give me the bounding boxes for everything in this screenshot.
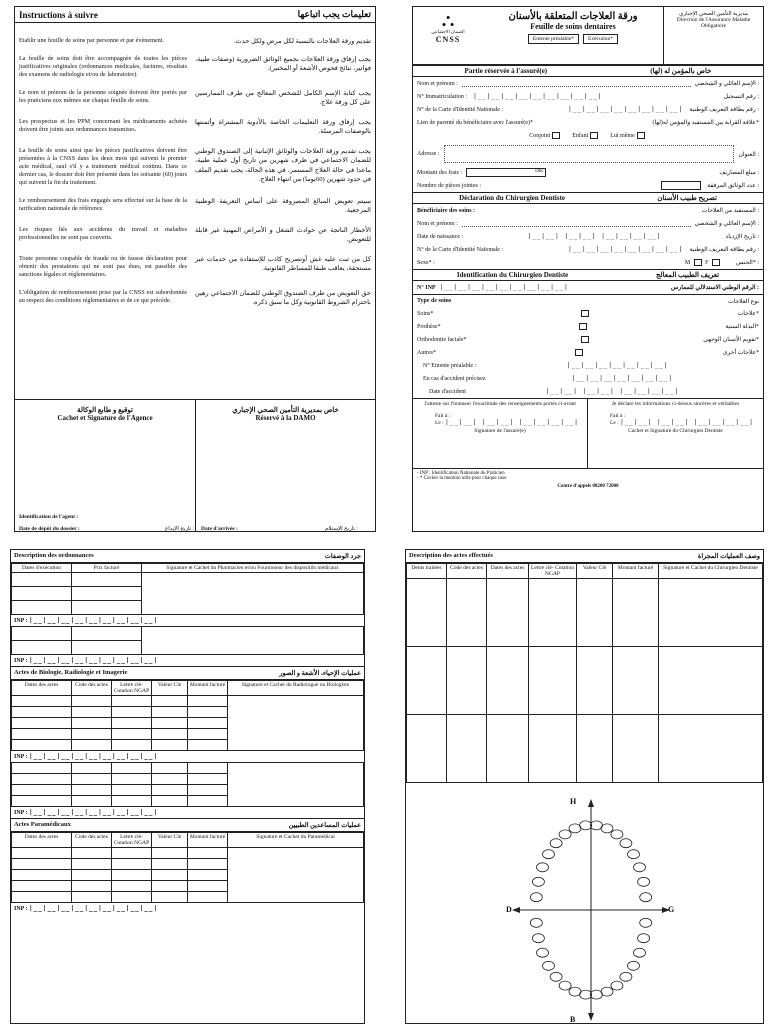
male-checkbox[interactable] [694,259,702,266]
beneficiary-cin-field[interactable]: N° de la Carte d'Identité Nationale : |__|__|__|__|__|__|__|__| رقم بطاقة التعريف الوطنية : [417,246,759,253]
autres-checkbox[interactable] [575,349,583,356]
cnss-logo-icon: ⛬ [441,10,455,30]
tooth-icon[interactable] [559,830,571,839]
letter-b: B [570,1015,576,1024]
tooth-icon[interactable] [638,877,650,886]
footer-call-center: Centre d'appels 08200 72000 [557,484,619,489]
tooth-icon[interactable] [550,972,562,981]
logo-subtitle: الضمان الاجتماعي [431,29,465,34]
instructions-header [15,7,375,23]
dentist-signature-label: Cachet et Signature du Chirurgien Dentiste [628,428,723,434]
address-field[interactable] [413,142,763,166]
sex-label-ar: الجنس* : [736,260,759,266]
orthodontie-checkbox[interactable] [581,336,589,343]
ordonnances-title-fr: Description des ordonnances [14,552,94,559]
immatriculation-label-ar: رقم التسجيل : [723,94,759,100]
tooth-icon[interactable] [590,821,602,830]
tooth-icon[interactable] [611,981,623,990]
tooth-icon[interactable] [580,990,592,999]
instruction-fr: L'obligation de remboursement prise par la CNSS est subordonnée au respect des conditions réglementaires et de ce qui précède. [19,288,187,304]
paramedical-title-ar: عمليات المساعدين الطبيين [288,822,361,829]
instruction-fr: Les prospectus et les PPM concernant les médicaments achetés doivent être joints aux ordonnances transmises. [19,117,187,133]
inp-field[interactable]: N° INP |__|__|__|__|__|__|__|__|__| الرقم الوطني الاستدلالي للممارس : [417,284,759,291]
declaration-title-ar: تصريح طبيب الأسنان [657,194,717,202]
letter-d: D [506,905,512,914]
beneficiary-name-label: Nom et prénom : [417,220,458,227]
insured-signature-label: Signature de l'assuré(e) [474,428,526,434]
tooth-icon[interactable] [543,850,555,859]
actes-title-ar: وصف العمليات المجراة [697,553,760,560]
paramedical-title-fr: Actes Paramédicaux [14,821,71,828]
tooth-icon[interactable] [601,824,613,833]
tooth-icon[interactable] [543,961,555,970]
amount-label-ar: مبلغ المصاريف : [719,170,759,176]
tooth-icon[interactable] [638,934,650,943]
agency-signature-area [15,399,375,531]
identification-title-fr: Identification du Chirurgien Dentiste [456,271,569,279]
col-signature-pharmacien: Signature et Cachet du Pharmacien et/ou Fournisseur des dispositifs médicaux [142,564,364,573]
tooth-icon[interactable] [590,990,602,999]
immatriculation-label: N° Immatriculation : [417,93,468,100]
birthdate-label-ar: تاريخ الإزدياد : [725,234,759,240]
dental-care-form [412,6,764,532]
tooth-icon[interactable] [569,987,581,996]
birthdate-label: Date de naissance : [417,233,464,240]
inp-label-ar: الرقم الوطني الاستدلالي للممارس : [671,285,759,291]
tooth-icon[interactable] [640,918,652,927]
form-footer [413,468,763,491]
ordonnances-title-ar: جرد الوصفات [324,553,361,560]
instruction-fr: Le nom et prénom de la personne soignée doivent être portés par les praticiens eux mêmes sur chaque feuille de soins. [19,88,187,104]
sex-field: Sexe* : M F الجنس* : [417,259,759,266]
beneficiary-cin-label-ar: رقم بطاقة التعريف الوطنية : [689,247,759,253]
arrival-date-label-ar: تاريخ الإستلام : [325,526,358,532]
instruction-item [15,226,375,245]
instructions-title-ar: تعليمات يجب اتباعها [297,9,371,19]
letter-g: G [668,905,675,914]
insured-title-fr: Partie réservée à l'assuré(e) [464,67,548,75]
entente-label: N° Entente préalable : [423,362,477,369]
tooth-icon[interactable] [537,863,549,872]
amount-label: Montant des frais : [417,169,463,176]
lui-meme-checkbox[interactable] [637,132,645,139]
form-header [413,7,763,65]
insured-date: Le : |__|__| |__|__| |__|__|__|__| [435,419,579,426]
accident-date-field[interactable]: Date d'accident |__|__| |__|__| |__|__|__|__| [413,385,763,398]
dentist-identification-header [413,269,763,281]
lui-meme-option[interactable]: Lui même [610,132,647,139]
tooth-icon[interactable] [537,948,549,957]
instruction-item [15,37,375,47]
tooth-icon[interactable] [620,839,632,848]
tooth-icon[interactable] [640,893,652,902]
instruction-item [15,89,375,108]
biologie-title-ar: عمليات الإحياء، الأشعة و الصور [279,670,361,677]
tooth-icon[interactable] [601,987,613,996]
biologie-table: Dates des actes Code des actes Lettre clé- Cotation NGAP Valeur Clé Montant facturé Signature et Cachet du Radiologue ou Biologiste [11,680,364,751]
odontogram[interactable] [506,795,676,1024]
declare-text: Je déclare les informations ci-dessus sincères et véritables [611,401,740,407]
type-soins-label-ar: نوع العلاجات [727,298,759,305]
beneficiary-label: Bénéficiaire des soins : [417,207,476,214]
dentist-declaration-header [413,192,763,204]
actes-title-fr: Description des actes effectués [409,552,493,559]
inp-row[interactable]: INP : |__|__|__|__|__|__|__|__|__| [14,905,159,912]
immatriculation-field[interactable]: N° Immatriculation : |__|__|__|__|__|__|__|__|__| رقم التسجيل : [417,93,759,100]
direction-ar: مديرية التأمين الصحي الإجباري [679,11,748,17]
address-label-ar: العنوان : [738,151,759,158]
name-label: Nom et prénom : [417,80,458,87]
col-date-execution: Dates d'exécution [12,564,72,573]
conjoint-option[interactable]: Conjoint [529,132,562,139]
sex-label: Sexe* : [417,259,435,266]
instruction-ar: سيتم تعويض المبالغ المصروفة على أساس التعريفة الوطنية المرجعية. [195,197,371,214]
identification-title-ar: تعريف الطبيب المعالج [656,271,720,279]
orthodontie-option[interactable]: Orthodontie faciale* تقويم الأسنان الوجهي* [417,336,759,343]
tooth-icon[interactable] [634,863,646,872]
tooth-icon[interactable] [620,972,632,981]
amount-field[interactable] [413,166,763,179]
inp-label: N° INP [417,284,436,291]
actes-header [406,550,763,563]
cin-label: N° de la Carte d'Identité Nationale : [417,106,504,113]
instruction-item [15,197,375,216]
pieces-label: Nombre de pièces jointes : [417,182,481,189]
direction-label [663,7,763,64]
paramedical-header [11,818,364,832]
soins-checkbox[interactable] [581,310,589,317]
instruction-fr: La feuille de soins ainsi que les pièces justificatives doivent être présentées à la CNSS dans les deux mois qui suivent le premier acte médical, sauf s'il y a traitement médical continu. Dans ce dernier cas, le dossier doit être présenté dans les soixante (60) jours qui suivent la fin du traitement. [19,146,187,186]
instruction-fr: Etablir une feuille de soins par personne et par évènement. [19,37,165,44]
agency-box[interactable] [15,400,195,531]
prothese-checkbox[interactable] [579,323,587,330]
prothese-option[interactable]: Prothèse* البدلة السنية* [417,323,759,330]
damo-label-fr: Réservé à la DAMO [255,414,316,422]
amount-input[interactable]: Dhs [466,168,546,177]
actes-table: Dents traitées Code des actes Dates des actes Lettre clé- Cotation NGAP Valeur Clé Montant facturé Signature et Cachet du Chirurgien Dentiste [406,563,763,783]
pieces-field[interactable] [413,179,763,192]
type-soins-label: Type de soins [417,298,452,304]
instructions-title-fr: Instructions à suivre [19,9,98,20]
agent-id-label: Identification de l'agent : [19,514,79,520]
name-label-ar: الإسم العائلي و الشخصي : [694,81,759,87]
name-field[interactable] [413,77,763,90]
beneficiary-field [413,204,763,217]
dentist-signature-box[interactable] [588,399,763,468]
cin-field[interactable]: N° de la Carte d'Identité Nationale : |__|__|__|__|__|__|__|__| رقم بطاقة التعريف الوطنية : [417,106,759,113]
tooth-icon[interactable] [628,850,640,859]
execution-checkbox[interactable]: Exécution* [583,34,618,44]
accident-label: En cas d'accident précisez [423,375,486,382]
arrival-date-label: Date d'arrivée : [201,526,238,532]
instruction-item [15,147,375,187]
conjoint-checkbox[interactable] [552,132,560,139]
form-title [483,7,663,64]
signature-row [413,398,763,468]
accident-date-label: Date d'accident [429,388,466,395]
birthdate-field[interactable]: Date de naissance : |__|__| |__|__| |__|__|__|__| تاريخ الإزدياد : [417,233,759,240]
instruction-ar: يجب تقديم ورقة العلاجات والوثائق الإثباتية إلى الصندوق الوطني للضمان الاجتماعي في ظرف شهرين من تاريخ أول عملية طبية، ماعدا في حالة العلاج المستمر، في هذه الحالة، يجب تقديم الملف في حدود شهرين (60يوما) من انتهاء العلاج. [195,147,371,183]
tooth-icon[interactable] [628,961,640,970]
honneur-text: J'atteste sur l'honneur l'exactitude des renseignements portés ci-avant [424,401,576,407]
beneficiary-name-field[interactable] [413,217,763,230]
insured-title-ar: خاص بالمؤمن له (لها) [650,67,712,75]
instruction-fr: Toute personne coupable de fraude ou de fausse déclaration pour obtenir des prestations qui ne sont pas dues, est passible des sanctions légales et réglementaires. [19,254,187,278]
soins-option[interactable]: Soins* علاجات* [417,310,759,317]
instruction-ar: الأخطار الناتجة عن حوادث الشغل و الأمراض المهنية غير قابلة للتعويض. [195,226,371,243]
logo-text: CNSS [435,35,461,44]
inp-row[interactable]: INP : |__|__|__|__|__|__|__|__|__| [14,657,159,664]
instruction-item [15,255,375,279]
form-title-fr: Feuille de soins dentaires [530,22,616,31]
instruction-ar: يجب إرفاق ورقة التعليمات الخاصة بالأدوية المشتراة وأثمنتها بالوصفات المرسلة. [195,118,371,135]
instruction-ar: كل من ثبت عليه غش أوتصريح كاذب للإستفادة من خدمات غير مستحقة، يعاقب طبقا للمساطر القانونية. [195,255,371,272]
agency-label-fr: Cachet et Signature de l'Agence [57,414,153,422]
tooth-icon[interactable] [532,877,544,886]
biologie-title-fr: Actes de Biologie, Radiologie et Imagerie [14,669,128,676]
direction-fr: Direction de l'Assurance Maladie Obligatoire [676,17,751,29]
entente-number-field[interactable]: N° Entente préalable : |__|__|__|__|__|__|__| [413,359,763,372]
beneficiary-name-label-ar: الإسم العائلي و الشخصي : [694,221,759,227]
depot-date-label: Date de dépôt du dossier : [19,526,80,532]
accident-field[interactable]: En cas d'accident précisez |__|__|__|__|__|__|__| [413,372,763,385]
ordonnances-table-2 [11,626,364,655]
instruction-ar: حق التعويض من طرف الصندوق الوطني للضمان الاجتماعي رهين باحترام الشروط القانونية وكل ما سبق ذكره. [195,289,371,306]
instruction-item [15,289,375,308]
tooth-icon[interactable] [559,981,571,990]
actes-panel [405,549,764,1024]
depot-date-label-ar: تاريخ الإيداع : [165,526,195,532]
parente-label-ar: علاقة القرابة بين المستفيد والمؤمن له(لها)* [652,120,759,126]
instruction-item [15,55,375,79]
beneficiary-cin-label: N° de la Carte d'Identité Nationale : [417,246,504,253]
fait-a-label-dentist: Fait à : [610,413,626,419]
insured-section-header [413,65,763,77]
cnss-logo [413,7,483,64]
tooth-icon[interactable] [580,821,592,830]
pieces-input[interactable] [661,181,701,190]
tooth-icon[interactable] [569,824,581,833]
entente-checkbox[interactable]: Entente préalable* [528,34,579,44]
tooth-icon[interactable] [530,918,542,927]
tooth-icon[interactable] [530,893,542,902]
autres-option[interactable]: Autres* علاجات أخرى* [417,349,759,356]
parente-field [413,116,763,129]
biologie-table-2 [11,762,364,807]
damo-label-ar: خاص بمديرية التأمين الصحي الإجباري [232,406,339,414]
dentist-date: Le : |__|__| |__|__| |__|__|__|__| [610,419,754,426]
tooth-icon[interactable] [532,934,544,943]
footer-inp-note: - INP : Identification Nationale du Praticien [417,471,505,476]
declaration-title-fr: Déclaration du Chirurgien Dentiste [459,194,566,202]
instruction-fr: Le remboursement des frais engagés sera effectué sur la base de la tarification nationale de référence. [19,196,187,212]
instruction-ar: يجب كتابة الإسم الكامل للشخص المعالج من طرف الممارسين على كل ورقة علاج. [195,89,371,106]
form-title-ar: ورقة العلاجات المتعلقة بالأسنان [508,11,638,22]
agency-label-ar: توقيع و طابع الوكالة [77,406,133,414]
inp-row[interactable]: INP : |__|__|__|__|__|__|__|__|__| [14,617,159,624]
tooth-icon[interactable] [634,948,646,957]
cin-label-ar: رقم بطاقة التعريف الوطنية : [689,107,759,113]
instructions-panel [14,6,376,532]
instruction-fr: Les risques liés aux accidents du travail et maladies professionnelles ne sont pas couverts. [19,225,187,241]
parente-label: Lien de parenté du bénéficiaire avec l'assuré(e)* [417,119,534,126]
enfant-checkbox[interactable] [590,132,598,139]
inp-row[interactable]: INP : |__|__|__|__|__|__|__|__|__| [14,809,159,816]
type-soins-header [413,294,763,307]
biologie-header [11,666,364,680]
inp-row[interactable]: INP : |__|__|__|__|__|__|__|__|__| [14,753,159,760]
instruction-ar: تقديم ورقة العلاجات بالنسبة لكل مرض ولكل حدث. [234,38,371,45]
parente-options [413,129,763,142]
letter-h: H [570,797,577,806]
fait-a-label: Fait à : [435,413,451,419]
damo-box[interactable] [195,400,375,531]
instruction-ar: يجب إرفاق ورقة العلاجات بجميع الوثائق الضرورية (وصفات طبية، فواتير، نتائج فحوص الأشعة أو المختبر). [195,55,371,72]
instruction-fr: La feuille de soins doit être accompagnée de toutes les pièces justificatives originales (ordonnances médicales, factures, résultats des examens de radiologie et/ou de laboratoire). [19,54,187,78]
tooth-icon[interactable] [550,839,562,848]
col-prix: Prix facturé [72,564,142,573]
female-checkbox[interactable] [712,259,720,266]
tooth-icon[interactable] [611,830,623,839]
enfant-option[interactable]: Enfant [572,132,600,139]
footer-check-note: - * Cocher la mention utile pour chaque case [417,476,507,481]
ordonnances-panel [10,549,365,1024]
ordonnances-header [11,550,364,563]
instruction-item [15,118,375,137]
beneficiary-label-ar: المستفيد من العلاجات : [701,208,759,214]
ordonnances-table [11,563,364,615]
insured-signature-box[interactable] [413,399,588,468]
address-label: Adresse : [417,151,440,157]
paramedical-table: Dates des actes Code des actes Lettre clé- Cotation NGAP Valeur Clé Montant facturé Signature et Cachet du Paramédical [11,832,364,903]
pieces-label-ar: عدد الوثائق المرفقة : [707,183,759,189]
